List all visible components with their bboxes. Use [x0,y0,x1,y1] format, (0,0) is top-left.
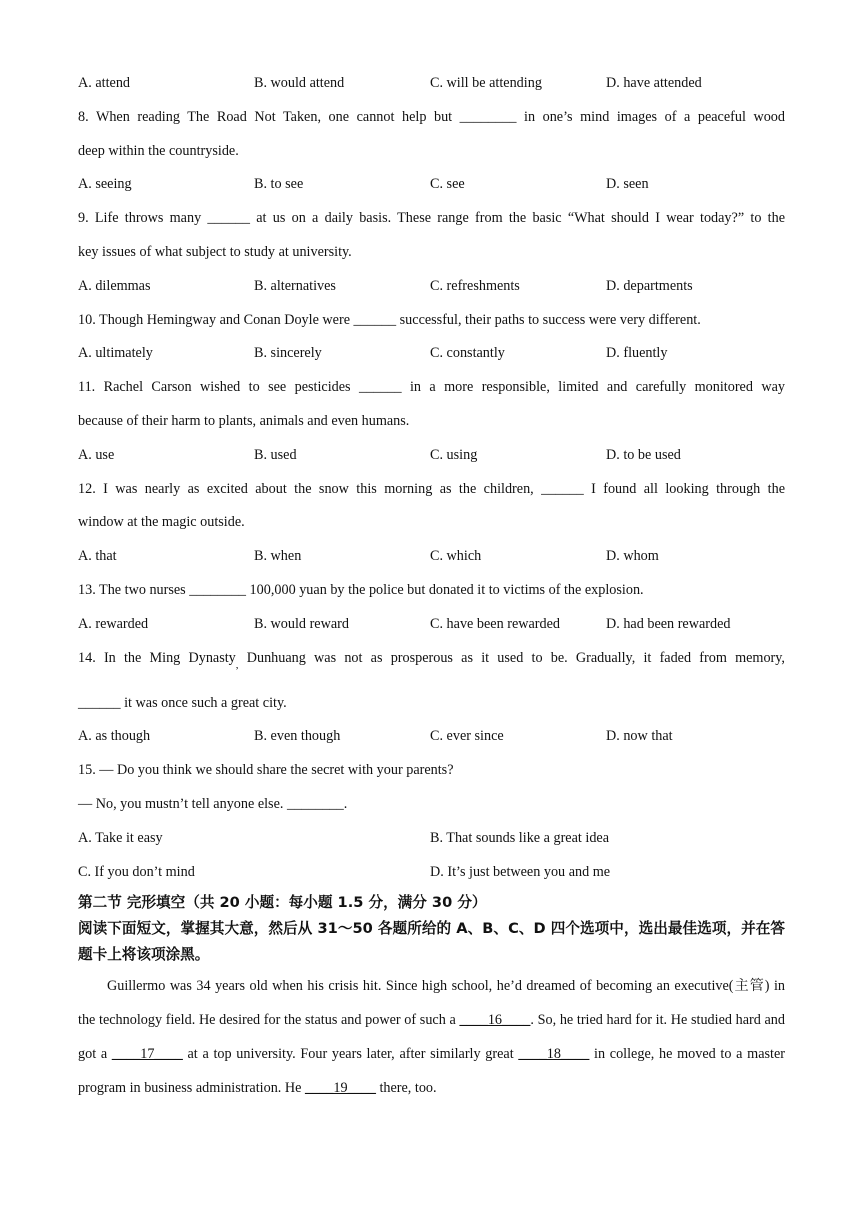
q9-option-d: D. departments [606,277,693,294]
q8-option-b: B. to see [254,176,304,193]
q15-option-d: D. It’s just between you and me [430,863,611,880]
q11-option-b: B. used [254,446,297,463]
q11-stem-line1: 11. Rachel Carson wished to see pesticides ______ in a more responsible, limited and carefully monitored way [78,379,785,396]
q10-option-d: D. fluently [606,345,668,362]
q8-stem-line2: deep within the countryside. [78,142,239,159]
q12-stem-line2: window at the magic outside. [78,514,245,531]
q8-options [78,169,785,203]
cloze-passage [78,970,785,1105]
q14-stem-line2: ______ it was once such a great city. [78,694,287,711]
passage-text-2: . So, he tried hard for it. He studied hard and got a [78,1012,785,1062]
section-instructions: 阅读下面短文，掌握其大意，然后从 31～50 各题所给的 A、B、C、D 四个选项中，选出最佳选项，并在答题卡上将该项涂黑。 [78,920,785,964]
section-heading: 第二节 完形填空（共 20 小题：每小题 1.5 分，满分 30 分） [78,894,487,912]
q10-options [78,338,785,372]
q13-option-a: A. rewarded [78,615,149,632]
q9-stem-line2: key issues of what subject to study at university. [78,243,352,260]
q9-stem-line1: 9. Life throws many ______ at us on a daily basis. These range from the basic “What should I wear today?” to the [78,210,785,227]
q10-stem-line1: 10. Though Hemingway and Conan Doyle were ______ successful, their paths to success were very different. [78,311,701,328]
passage-text-1: Guillermo was 34 years old when his crisis hit. Since high school, he’d dreamed of becoming an executive(主管) in the technology field. He desired for the status and power of such a [78,978,785,1029]
q7-option-b: B. would attend [254,75,345,91]
q13-options [78,609,785,643]
q13-option-d: D. had been rewarded [606,615,731,632]
q14-stem-end: Dunhuang was not as prosperous as it used to be. Gradually, it faded from memory, [238,649,785,666]
q15-stem-line1: 15. — Do you think we should share the secret with your parents? [78,762,454,779]
q8-option-a: A. seeing [78,176,132,193]
q12-option-b: B. when [254,548,302,565]
q15-options-row1 [78,823,785,857]
passage-text-3: at a top university. Four years later, after similarly great [182,1045,519,1062]
q9-options [78,271,785,305]
q8-stem-line1: 8. When reading The Road Not Taken, one cannot help but ________ in one’s mind images of a peaceful wood [78,108,785,125]
q11-stem-line2: because of their harm to plants, animals and even humans. [78,412,410,429]
q10-option-b: B. sincerely [254,345,322,362]
q11-option-a: A. use [78,446,115,463]
passage-text-5: there, too. [375,1079,437,1096]
q11-option-d: D. to be used [606,446,681,463]
q7-options [78,68,785,102]
q7-option-d: D. have attended [606,75,702,91]
q8-option-d: D. seen [606,176,649,193]
blank-17: ____17____ [111,1045,183,1062]
q7-option-c: C. will be attending [430,75,542,91]
q14-comma: , [235,658,239,671]
q12-option-c: C. which [430,548,482,565]
q15-options-row2 [78,857,785,891]
q12-option-d: D. whom [606,548,659,565]
q8-option-c: C. see [430,176,465,193]
exam-page [78,68,785,1106]
q13-option-b: B. would reward [254,615,349,632]
q14-option-b: B. even though [254,728,341,745]
q14-option-a: A. as though [78,728,151,745]
q10-option-a: A. ultimately [78,345,153,362]
q12-option-a: A. that [78,548,117,565]
q15-option-b: B. That sounds like a great idea [430,829,610,846]
q15-option-a: A. Take it easy [78,829,163,846]
q13-stem-line1: 13. The two nurses ________ 100,000 yuan by the police but donated it to victims of the explosion. [78,581,644,598]
q12-options [78,541,785,575]
blank-19: ____19____ [304,1079,376,1096]
blank-16: ____16____ [459,1012,531,1029]
passage-text-4: in college, he moved to a master program in business administration. He [78,1045,785,1096]
q11-options [78,440,785,474]
q9-option-c: C. refreshments [430,277,520,294]
q9-option-a: A. dilemmas [78,277,151,294]
q9-option-b: B. alternatives [254,277,336,294]
q14-stem-start: 14. In the Ming Dynasty [78,649,236,666]
q15-option-c: C. If you don’t mind [78,863,195,880]
q14-option-d: D. now that [606,728,673,745]
q12-stem-line1: 12. I was nearly as excited about the snow this morning as the children, ______ I found all looking through the [78,480,785,497]
q14-options [78,721,785,755]
q7-option-a: A. attend [78,75,131,91]
q13-option-c: C. have been rewarded [430,615,560,632]
q15-stem-line2: — No, you mustn’t tell anyone else. ________. [78,795,348,812]
q11-option-c: C. using [430,446,478,463]
q14-option-c: C. ever since [430,728,504,745]
blank-18: ____18____ [518,1045,590,1062]
q14-stem-line1 [78,643,785,688]
q10-option-c: C. constantly [430,345,505,362]
